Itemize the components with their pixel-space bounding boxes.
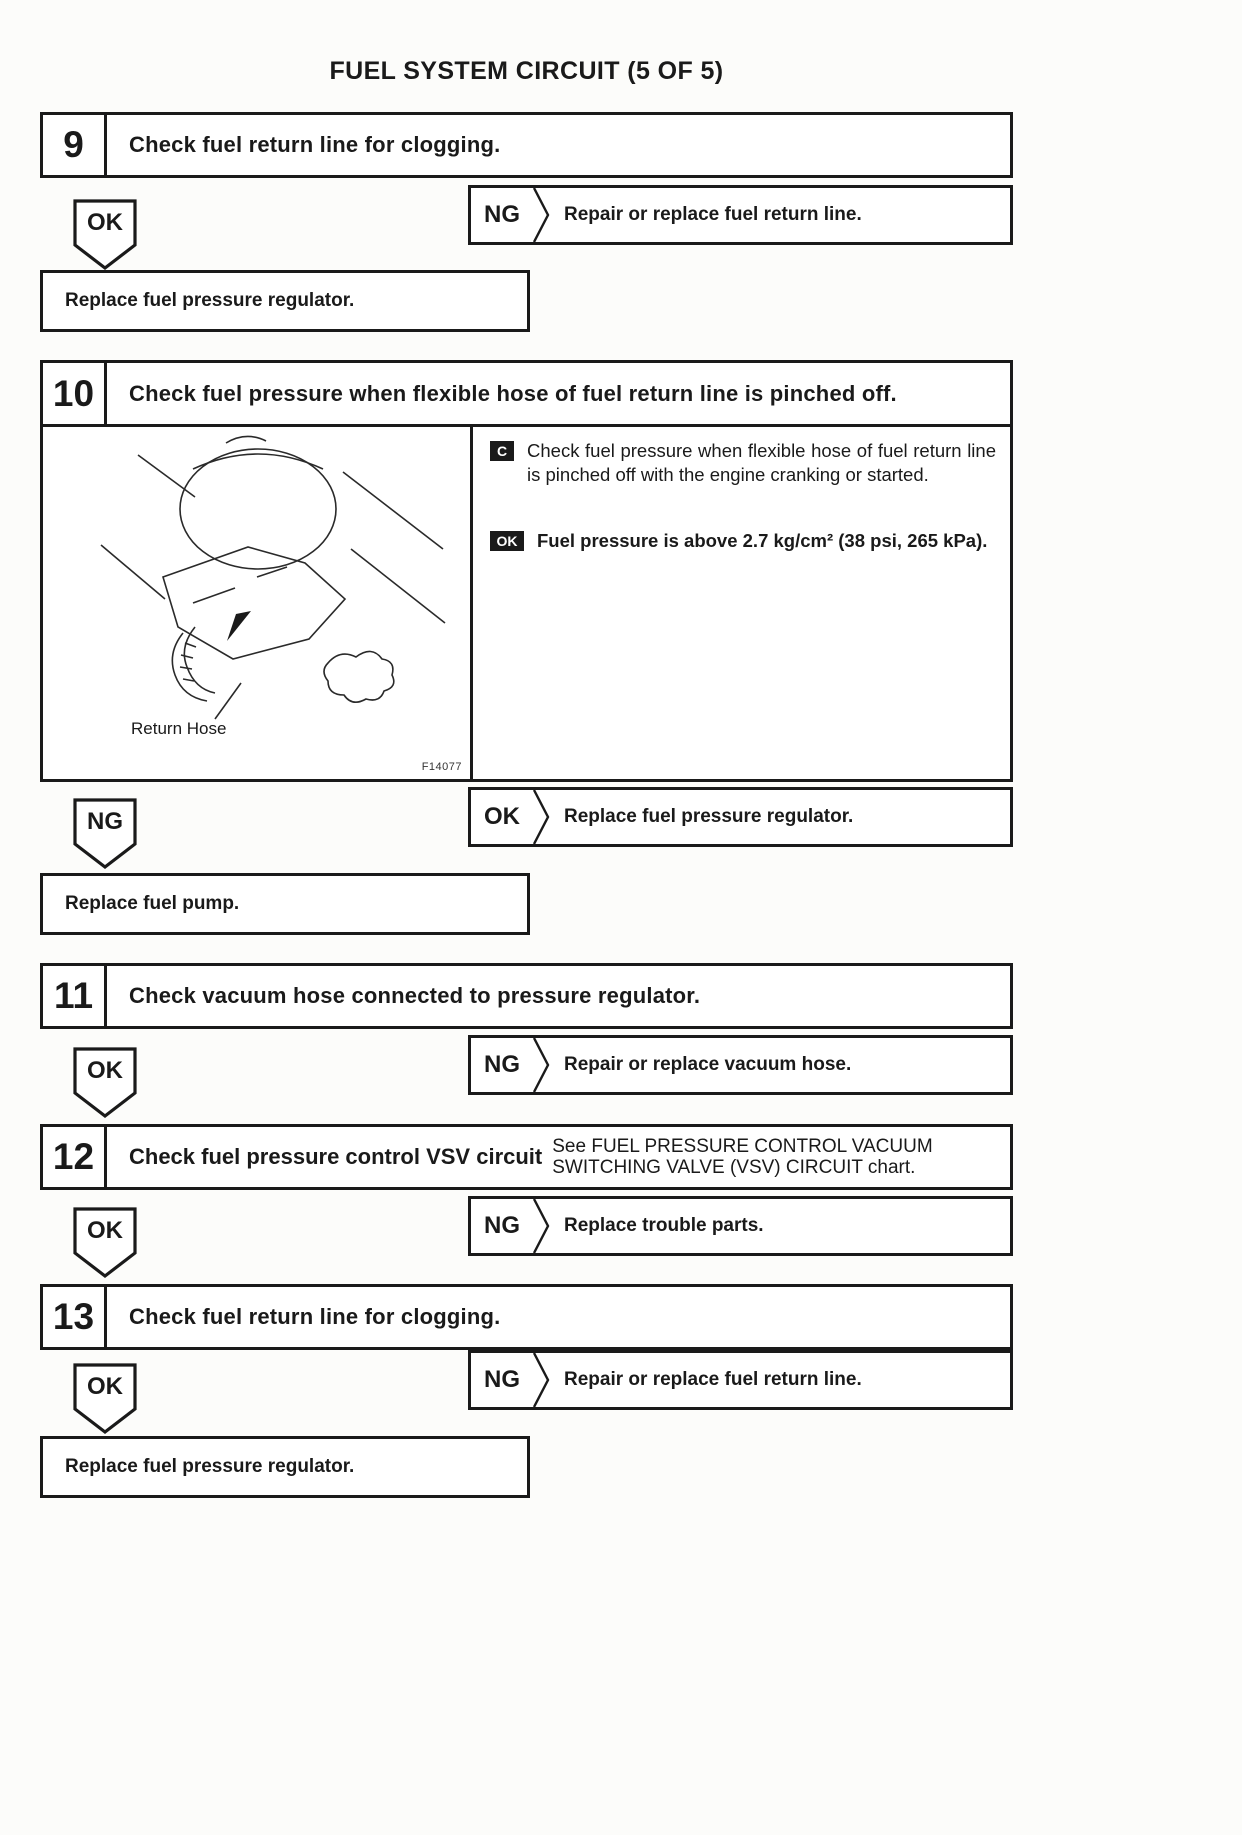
ng-label: NG <box>484 1051 520 1078</box>
engine-illustration <box>43 427 473 779</box>
branch-action: Repair or replace vacuum hose. <box>564 1054 852 1075</box>
step-12-header <box>40 1124 1013 1190</box>
branch-action: Replace fuel pressure regulator. <box>564 806 854 827</box>
step-13-header <box>40 1284 1013 1350</box>
step-title: Check fuel pressure control VSV circuit <box>129 1144 543 1169</box>
step-title: Check fuel return line for clogging. <box>129 1304 501 1329</box>
step-10-box <box>40 360 1013 782</box>
branch-action: Replace trouble parts. <box>564 1215 764 1236</box>
ok-note-text: Fuel pressure is above 2.7 kg/cm² (38 psi, 265 kPa). <box>537 530 988 551</box>
step-10-result-box <box>40 873 530 935</box>
step-title: Check fuel return line for clogging. <box>129 132 501 157</box>
check-note-row <box>490 439 996 487</box>
ok-note-row <box>490 529 996 553</box>
step-10-ok-branch <box>468 787 1013 847</box>
ok-label: OK <box>484 803 520 830</box>
step-number: 13 <box>43 1287 107 1347</box>
ng-label: NG <box>484 201 520 228</box>
step-11-header <box>40 963 1013 1029</box>
ok-label: OK <box>87 1373 123 1400</box>
step-9-ok-connector <box>72 198 138 272</box>
result-text: Replace fuel pump. <box>65 893 240 914</box>
figure-caption: Return Hose <box>131 719 227 738</box>
result-text: Replace fuel pressure regulator. <box>65 1456 355 1477</box>
chevron-right-icon <box>533 188 550 242</box>
step-13-ok-connector <box>72 1362 138 1436</box>
step-10-notes <box>473 427 1010 779</box>
step-10-ng-connector <box>72 797 138 871</box>
step-12-ok-connector <box>72 1206 138 1280</box>
step-11-ok-connector <box>72 1046 138 1120</box>
branch-action: Repair or replace fuel return line. <box>564 1369 862 1390</box>
figure-code: F14077 <box>421 761 462 773</box>
chevron-right-icon <box>533 790 550 844</box>
engine-line-drawing <box>43 427 473 779</box>
step-9-header <box>40 112 1013 178</box>
step-number: 11 <box>43 966 107 1026</box>
step-number: 10 <box>43 363 107 424</box>
ok-label: OK <box>87 1217 123 1244</box>
ok-label: OK <box>87 209 123 236</box>
step-9-result-box <box>40 270 530 332</box>
step-number: 9 <box>43 115 107 175</box>
step-13-ng-branch <box>468 1350 1013 1410</box>
step-13-result-box <box>40 1436 530 1498</box>
check-tag-icon: C <box>490 441 514 461</box>
page-title: FUEL SYSTEM CIRCUIT (5 OF 5) <box>329 57 724 85</box>
ng-label: NG <box>87 808 123 835</box>
ng-label: NG <box>484 1212 520 1239</box>
step-title: Check vacuum hose connected to pressure regulator. <box>129 983 701 1008</box>
branch-action: Repair or replace fuel return line. <box>564 204 862 225</box>
step-number: 12 <box>43 1127 107 1187</box>
chevron-right-icon <box>533 1038 550 1092</box>
step-title: Check fuel pressure when flexible hose of fuel return line is pinched off. <box>129 380 897 406</box>
chevron-right-icon <box>533 1353 550 1407</box>
result-text: Replace fuel pressure regulator. <box>65 290 355 311</box>
step-12-ng-branch <box>468 1196 1013 1256</box>
ok-tag-icon: OK <box>490 531 524 551</box>
chevron-right-icon <box>533 1199 550 1253</box>
ok-label: OK <box>87 1057 123 1084</box>
hose-arrow-icon <box>227 611 251 641</box>
check-note-text: Check fuel pressure when flexible hose of fuel return line is pinched off with the engine cranking or started. <box>527 440 996 485</box>
step-10-header <box>43 363 1010 427</box>
step-reference: See FUEL PRESSURE CONTROL VACUUM SWITCHING VALVE (VSV) CIRCUIT chart. <box>552 1136 933 1178</box>
step-9-ng-branch <box>468 185 1013 245</box>
ng-label: NG <box>484 1366 520 1393</box>
step-11-ng-branch <box>468 1035 1013 1095</box>
